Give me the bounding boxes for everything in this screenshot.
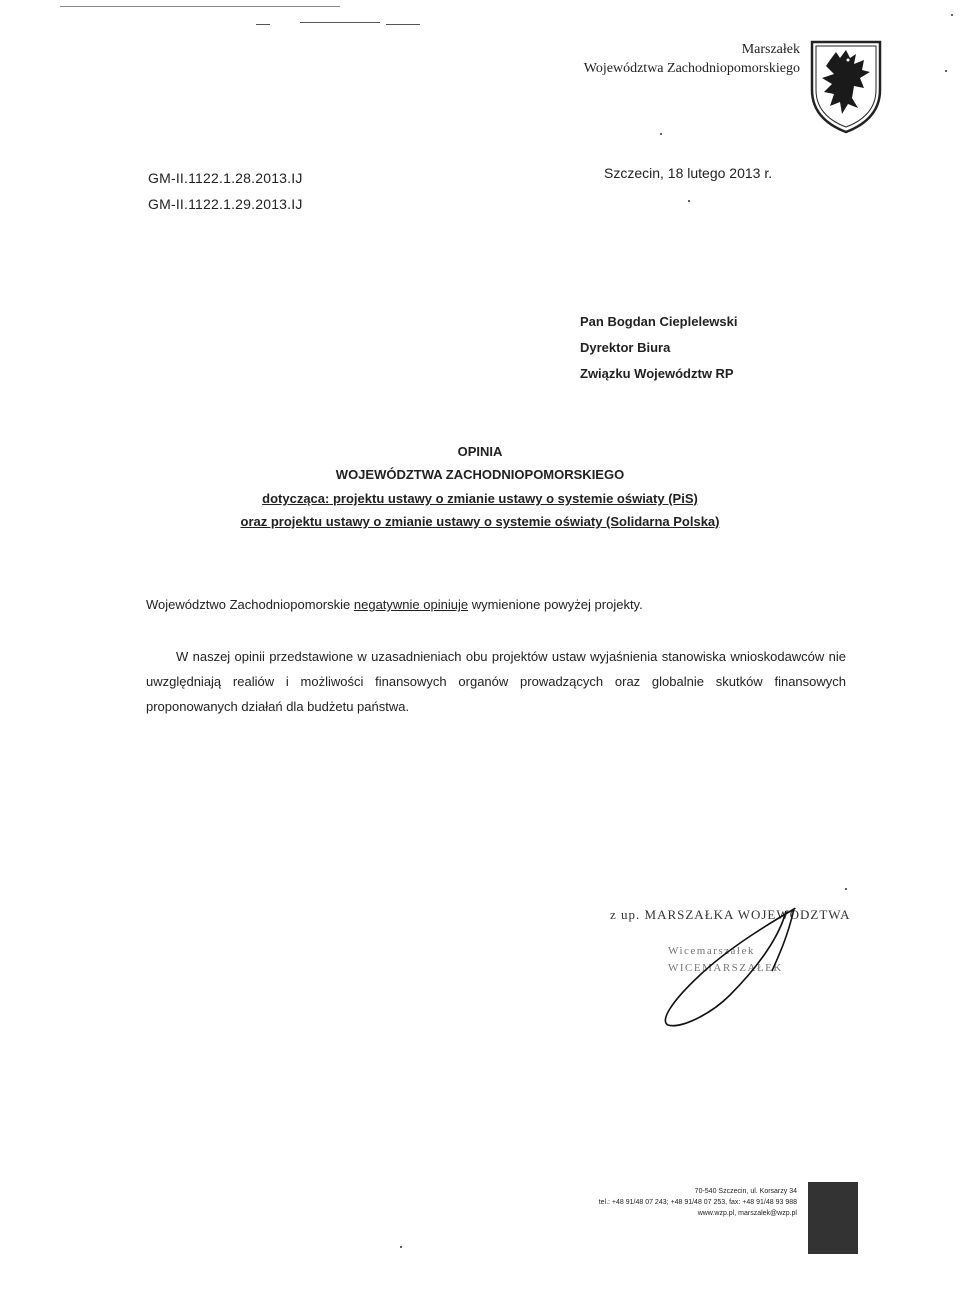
scan-speck xyxy=(845,888,847,890)
p2-text: W naszej opinii przedstawione w uzasadnieniach obu projektów ustaw wyjaśnienia stanowiska wnioskodawców nie uwzględniają realiów i możliwości finansowych organów prowadzących oraz globalnie skutków finansowych proponowanych działań dla budżetu państwa. xyxy=(146,649,846,714)
p1-emphasis: negatywnie opiniuje xyxy=(353,597,469,612)
scan-speck xyxy=(945,70,947,72)
footer-contact xyxy=(505,1186,797,1219)
stamp-line-1: Wicemarszałek xyxy=(668,945,755,957)
stamp-line-2: WICEMARSZAŁEK xyxy=(668,962,783,974)
footer-web: www.wzp.pl, marszalek@wzp.pl xyxy=(697,1210,797,1217)
scan-speck xyxy=(660,133,662,135)
addressee-name: Pan Bogdan Cieplelewski xyxy=(580,314,738,329)
addressee-title: Dyrektor Biura xyxy=(580,340,671,355)
scan-speck xyxy=(400,1246,402,1248)
subject-prefix: dotycząca: xyxy=(262,491,330,506)
body-paragraph-2 xyxy=(146,644,846,719)
letterhead-title xyxy=(440,40,800,78)
handwritten-signature xyxy=(610,905,860,1035)
scan-speck xyxy=(688,200,690,202)
case-reference-2: GM-II.1122.1.29.2013.IJ xyxy=(148,196,303,212)
opinion-issuer: WOJEWÓDZTWA ZACHODNIOPOMORSKIEGO xyxy=(335,467,625,482)
scan-artifact-line xyxy=(256,24,270,25)
scan-artifact-line xyxy=(60,6,340,7)
footer-address: 70-540 Szczecin, ul. Korsarzy 34 xyxy=(694,1188,797,1195)
case-reference-1: GM-II.1122.1.28.2013.IJ xyxy=(148,170,303,186)
letterhead-line-1: Marszałek xyxy=(741,42,800,57)
scan-artifact-line xyxy=(300,22,380,23)
scan-speck xyxy=(951,14,953,16)
body-paragraph-1 xyxy=(146,592,846,617)
opinion-title: OPINIA xyxy=(457,444,503,459)
p1-end: wymienione powyżej projekty. xyxy=(471,597,643,612)
addressee-block xyxy=(580,309,738,387)
p1-start: Województwo Zachodniopomorskie xyxy=(146,597,351,612)
footer-black-bar xyxy=(808,1182,858,1254)
subject-text-1: projektu ustawy o zmianie ustawy o systemie oświaty (PiS) xyxy=(332,491,698,506)
opinion-subject xyxy=(150,487,810,533)
scan-artifact-line xyxy=(386,24,420,25)
griffin-crest-icon xyxy=(806,38,886,134)
letterhead-line-2: Województwa Zachodniopomorskiego xyxy=(583,61,800,76)
opinion-heading xyxy=(150,440,810,486)
addressee-organization: Związku Województw RP xyxy=(580,366,734,381)
footer-phones: tel.: +48 91/48 07 243; +48 91/48 07 253, fax: +48 91/48 93 988 xyxy=(598,1199,797,1206)
place-and-date: Szczecin, 18 lutego 2013 r. xyxy=(604,165,773,181)
signature-authorization: z up. MARSZAŁKA WOJEWÓDZTWA xyxy=(610,907,851,922)
subject-line-2: oraz projektu ustawy o zmianie ustawy o systemie oświaty (Solidarna Polska) xyxy=(240,514,720,529)
subject-line-1 xyxy=(150,487,810,510)
